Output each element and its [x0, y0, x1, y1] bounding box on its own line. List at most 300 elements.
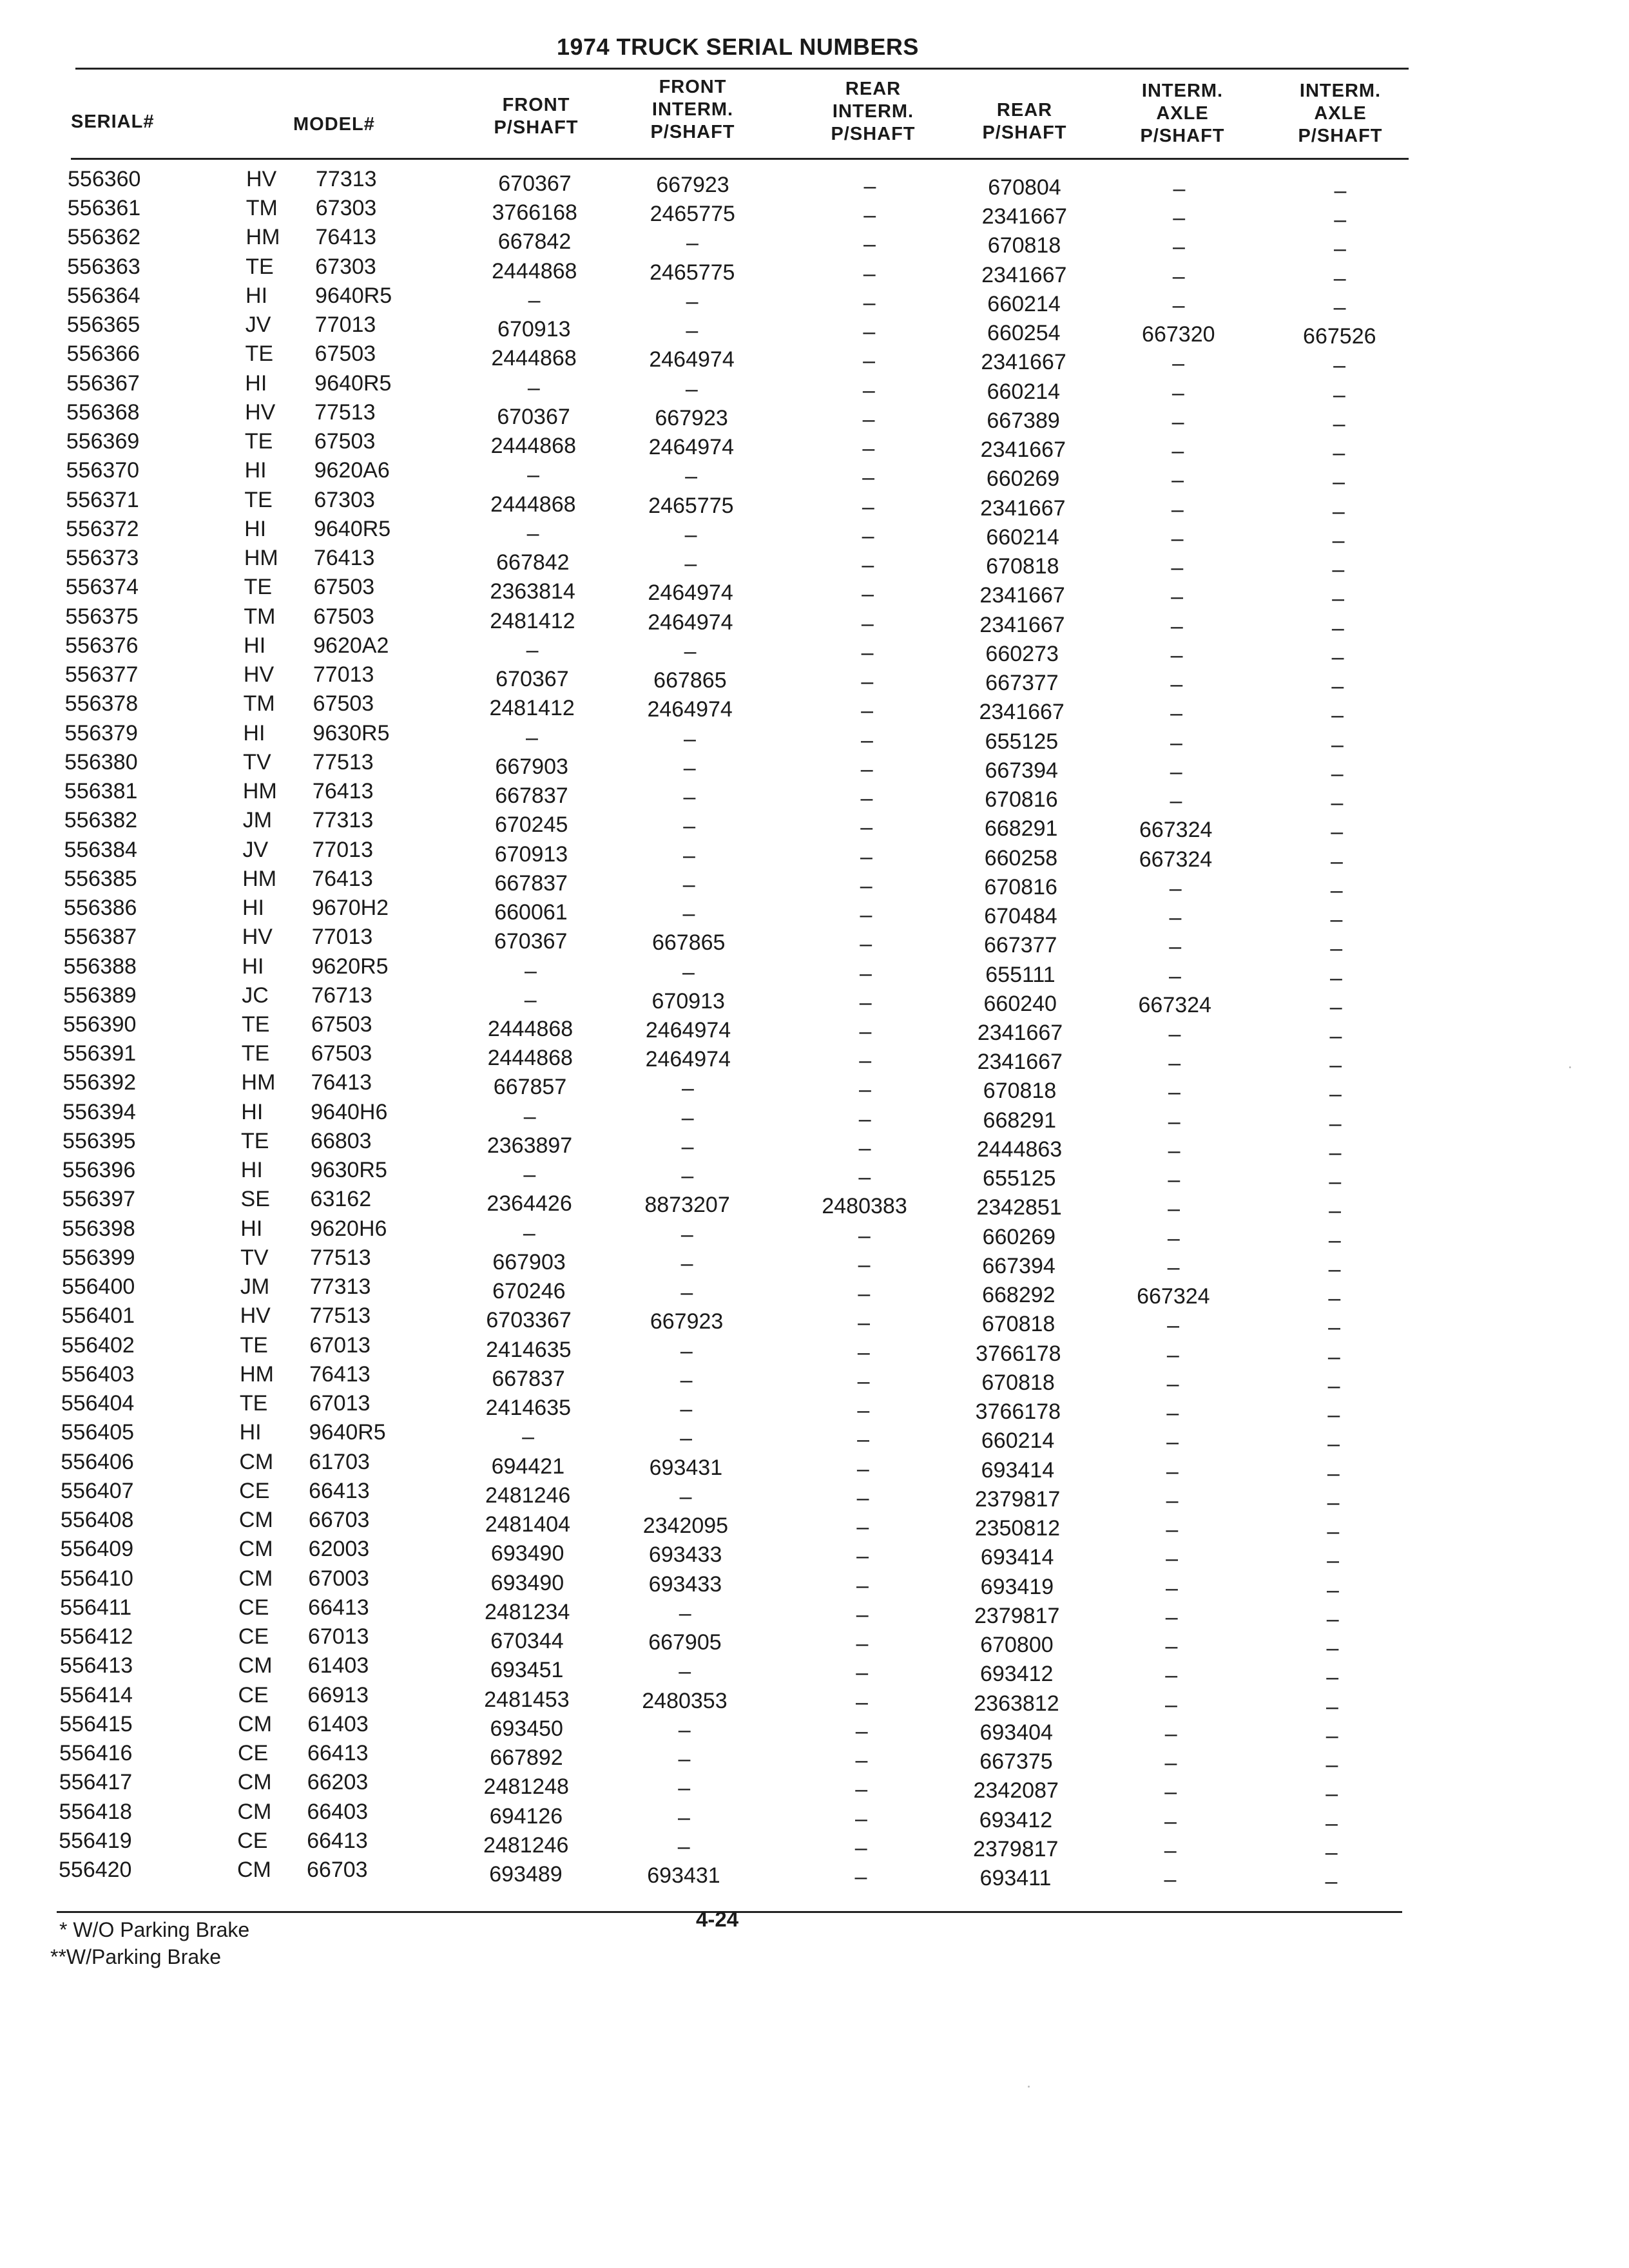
rear-pshaft-cell: 670804: [988, 175, 1061, 200]
model-prefix-cell: JM: [240, 1274, 270, 1300]
model-prefix-cell: HM: [241, 1070, 276, 1095]
table-row: [0, 778, 1626, 816]
rear-interm-pshaft-cell: –: [860, 961, 872, 986]
table-row: [0, 1419, 1623, 1457]
interm-axle-pshaft-2-cell: –: [1326, 1636, 1339, 1661]
table-row: [0, 1216, 1623, 1253]
front-pshaft-cell: 3766168: [492, 200, 577, 226]
interm-axle-pshaft-1-cell: –: [1166, 1488, 1179, 1513]
table-row: [0, 1332, 1623, 1369]
footnote-with-parking-brake: **W/Parking Brake: [50, 1945, 221, 1968]
interm-axle-pshaft-1-cell: –: [1168, 1109, 1181, 1134]
front-interm-pshaft-cell: 667923: [656, 173, 729, 197]
table-row: [0, 983, 1624, 1019]
rear-interm-pshaft-cell: –: [862, 407, 875, 432]
model-prefix-cell: TM: [246, 196, 278, 221]
serial-cell: 556416: [59, 1741, 133, 1766]
serial-cell: 556407: [61, 1478, 134, 1503]
front-pshaft-cell: 670367: [494, 929, 568, 954]
serial-cell: 556386: [63, 896, 137, 921]
interm-axle-pshaft-2-cell: –: [1333, 294, 1346, 320]
rear-interm-pshaft-cell: –: [858, 1223, 871, 1248]
model-number-cell: 66203: [307, 1770, 369, 1795]
table-row: [0, 954, 1624, 990]
model-number-cell: 66403: [307, 1799, 369, 1824]
rear-pshaft-cell: 660269: [986, 466, 1060, 492]
front-interm-pshaft-cell: 693431: [647, 1863, 720, 1888]
model-number-cell: 61403: [307, 1653, 369, 1678]
model-number-cell: 77513: [309, 1303, 371, 1329]
rear-pshaft-cell: 693412: [979, 1662, 1054, 1687]
interm-axle-pshaft-1-cell: –: [1171, 497, 1184, 522]
rear-pshaft-cell: 2341667: [979, 700, 1065, 725]
model-number-cell: 62003: [308, 1537, 370, 1562]
interm-axle-pshaft-2-cell: –: [1333, 411, 1345, 436]
interm-axle-pshaft-1-cell: –: [1165, 1604, 1178, 1629]
front-interm-pshaft-cell: 2464974: [645, 1018, 731, 1043]
table-row: [0, 254, 1628, 291]
interm-axle-pshaft-2-cell: –: [1327, 1490, 1340, 1515]
rear-pshaft-cell: 667389: [987, 408, 1060, 433]
rear-pshaft-cell: 660273: [985, 641, 1059, 666]
table-row: [0, 1653, 1621, 1690]
rear-interm-pshaft-cell: –: [855, 1689, 868, 1715]
rear-interm-pshaft-cell: –: [855, 1806, 867, 1831]
serial-cell: 556394: [63, 1099, 136, 1124]
rear-interm-pshaft-cell: –: [860, 932, 872, 957]
rear-pshaft-cell: 670818: [981, 1370, 1055, 1395]
table-row: [0, 1303, 1623, 1340]
model-number-cell: 9620R5: [311, 954, 389, 979]
table-row: [0, 1769, 1621, 1807]
serial-cell: 556396: [62, 1158, 136, 1183]
front-interm-pshaft-cell: –: [686, 289, 699, 314]
rear-interm-pshaft-cell: –: [862, 582, 874, 607]
front-pshaft-cell: –: [526, 521, 539, 546]
table-row: [0, 312, 1628, 349]
front-pshaft-cell: 2481246: [483, 1832, 569, 1858]
rear-pshaft-cell: 2379817: [974, 1603, 1060, 1628]
front-pshaft-cell: –: [523, 1162, 536, 1187]
model-prefix-cell: HI: [240, 1216, 263, 1241]
interm-axle-pshaft-2-cell: –: [1329, 1140, 1342, 1165]
rear-interm-pshaft-cell: –: [856, 1485, 869, 1510]
rear-interm-pshaft-cell: –: [862, 553, 874, 578]
model-number-cell: 77513: [314, 399, 376, 425]
table-row: [0, 1128, 1624, 1165]
front-pshaft-cell: 670367: [496, 667, 569, 692]
model-prefix-cell: TE: [245, 341, 274, 367]
front-interm-pshaft-cell: –: [679, 1659, 691, 1684]
interm-axle-pshaft-1-cell: 667320: [1142, 322, 1215, 347]
interm-axle-pshaft-1-cell: –: [1171, 439, 1184, 464]
serial-cell: 556402: [61, 1332, 135, 1358]
rear-pshaft-cell: 670818: [987, 233, 1061, 258]
front-interm-pshaft-cell: 2464974: [645, 1047, 731, 1072]
interm-axle-pshaft-2-cell: –: [1333, 382, 1345, 407]
serial-cell: 556401: [61, 1303, 135, 1329]
rear-interm-pshaft-cell: –: [863, 203, 876, 228]
interm-axle-pshaft-2-cell: –: [1328, 1227, 1341, 1253]
model-prefix-cell: CM: [238, 1653, 273, 1678]
model-number-cell: 77313: [312, 808, 374, 833]
front-interm-pshaft-cell: –: [678, 1717, 691, 1742]
front-interm-pshaft-cell: –: [677, 1834, 690, 1859]
front-pshaft-cell: 667892: [490, 1745, 563, 1771]
serial-cell: 556410: [60, 1566, 133, 1591]
rear-interm-pshaft-cell: –: [863, 320, 876, 345]
rear-pshaft-cell: 3766178: [975, 1399, 1061, 1425]
front-interm-pshaft-cell: 2464974: [648, 435, 735, 460]
front-pshaft-cell: 694126: [489, 1803, 563, 1829]
rear-pshaft-cell: 668291: [984, 816, 1058, 841]
interm-axle-pshaft-2-cell: –: [1334, 207, 1347, 233]
serial-cell: 556365: [66, 312, 140, 338]
rear-interm-pshaft-cell: –: [858, 1282, 871, 1307]
rear-interm-pshaft-cell: –: [860, 756, 873, 782]
rear-interm-pshaft-cell: –: [858, 1135, 871, 1160]
interm-axle-pshaft-2-cell: –: [1329, 1111, 1342, 1136]
interm-axle-pshaft-2-cell: –: [1332, 499, 1345, 524]
model-number-cell: 67503: [314, 341, 376, 367]
rear-pshaft-cell: 667394: [982, 1253, 1055, 1278]
front-interm-pshaft-cell: –: [680, 1251, 693, 1276]
front-interm-pshaft-cell: –: [685, 376, 698, 401]
rear-interm-pshaft-cell: –: [859, 1048, 872, 1073]
model-prefix-cell: CM: [238, 1711, 273, 1736]
rear-interm-pshaft-cell: –: [859, 990, 872, 1015]
model-number-cell: 9640R5: [315, 283, 392, 308]
interm-axle-pshaft-1-cell: –: [1166, 1430, 1179, 1455]
front-interm-pshaft-cell: –: [683, 755, 696, 780]
table-row: [0, 1390, 1623, 1428]
interm-axle-pshaft-2-cell: –: [1329, 1053, 1342, 1078]
table-row: [0, 1595, 1621, 1631]
front-interm-pshaft-cell: –: [680, 1338, 693, 1363]
model-prefix-cell: CE: [238, 1624, 269, 1649]
rear-interm-pshaft-cell: –: [860, 873, 872, 898]
front-pshaft-cell: –: [525, 725, 538, 750]
front-pshaft-cell: 6703367: [486, 1308, 572, 1333]
rear-interm-pshaft-cell: –: [862, 378, 875, 403]
top-rule: [75, 68, 1409, 70]
interm-axle-pshaft-2-cell: –: [1332, 586, 1345, 611]
table-row: [0, 166, 1629, 203]
interm-axle-pshaft-2-cell: –: [1330, 878, 1343, 903]
interm-axle-pshaft-1-cell: –: [1168, 1022, 1181, 1046]
model-number-cell: 66803: [311, 1128, 372, 1153]
rear-interm-pshaft-cell: –: [856, 1456, 869, 1481]
interm-axle-pshaft-1-cell: 667324: [1138, 992, 1211, 1017]
front-interm-pshaft-cell: –: [684, 552, 697, 577]
table-row: [0, 487, 1627, 524]
interm-axle-pshaft-1-cell: –: [1170, 642, 1183, 668]
front-pshaft-cell: –: [527, 463, 540, 488]
rear-pshaft-cell: 2341667: [981, 350, 1066, 375]
interm-axle-pshaft-1-cell: –: [1169, 963, 1181, 988]
model-number-cell: 76413: [309, 1361, 371, 1387]
interm-axle-pshaft-1-cell: –: [1170, 701, 1183, 726]
interm-axle-pshaft-2-cell: –: [1326, 1606, 1339, 1631]
rear-interm-pshaft-cell: –: [862, 436, 875, 461]
interm-axle-pshaft-2-cell: –: [1331, 644, 1344, 669]
model-number-cell: 61403: [307, 1711, 369, 1736]
interm-axle-pshaft-2-cell: –: [1334, 178, 1347, 203]
model-number-cell: 77313: [309, 1274, 371, 1300]
model-number-cell: 67503: [314, 429, 376, 454]
table-row: [0, 516, 1627, 553]
interm-axle-pshaft-2-cell: –: [1329, 1198, 1342, 1224]
rear-pshaft-cell: 660214: [981, 1428, 1055, 1454]
front-pshaft-cell: 670344: [490, 1629, 564, 1654]
model-number-cell: 66413: [307, 1828, 368, 1853]
header-rear-pshaft: REAR P/SHAFT: [982, 100, 1067, 143]
interm-axle-pshaft-1-cell: –: [1167, 1254, 1180, 1280]
model-prefix-cell: CE: [238, 1682, 269, 1707]
rear-interm-pshaft-cell: –: [863, 174, 876, 198]
model-number-cell: 67503: [313, 604, 374, 629]
front-interm-pshaft-cell: –: [680, 1397, 693, 1422]
model-prefix-cell: HI: [239, 1420, 262, 1445]
table-row: [0, 924, 1625, 961]
serial-cell: 556391: [63, 1041, 137, 1066]
serial-cell: 556382: [64, 808, 138, 833]
front-interm-pshaft-cell: 667865: [651, 930, 726, 956]
interm-axle-pshaft-2-cell: 667526: [1303, 324, 1376, 349]
serial-cell: 556399: [62, 1245, 135, 1270]
table-row: [0, 604, 1626, 640]
interm-axle-pshaft-2-cell: –: [1325, 1723, 1338, 1748]
serial-cell: 556371: [66, 487, 139, 512]
serial-cell: 556395: [63, 1128, 136, 1153]
model-number-cell: 76413: [313, 546, 375, 571]
model-prefix-cell: TE: [246, 254, 274, 279]
interm-axle-pshaft-1-cell: –: [1172, 293, 1185, 318]
header-interm-axle-pshaft-1: INTERM. AXLE P/SHAFT: [1140, 81, 1225, 146]
model-number-cell: 9630R5: [310, 1158, 387, 1183]
interm-axle-pshaft-1-cell: –: [1164, 1721, 1177, 1746]
front-interm-pshaft-cell: –: [679, 1600, 691, 1626]
model-number-cell: 67303: [314, 487, 375, 512]
interm-axle-pshaft-1-cell: –: [1168, 1051, 1181, 1076]
table-row: [0, 1624, 1621, 1661]
rear-interm-pshaft-cell: –: [854, 1835, 867, 1860]
table-row: [0, 1012, 1624, 1048]
front-pshaft-cell: 2444868: [487, 1017, 574, 1041]
interm-axle-pshaft-1-cell: –: [1164, 1838, 1177, 1863]
model-number-cell: 77013: [311, 925, 373, 950]
table-row: [0, 399, 1628, 436]
interm-axle-pshaft-2-cell: –: [1333, 470, 1345, 495]
table-row: [0, 1245, 1623, 1282]
model-prefix-cell: CE: [239, 1478, 270, 1503]
serial-cell: 556377: [64, 662, 139, 687]
model-prefix-cell: CE: [238, 1595, 269, 1620]
model-number-cell: 9640R5: [309, 1420, 386, 1445]
serial-cell: 556405: [61, 1420, 135, 1445]
model-prefix-cell: HI: [240, 1158, 263, 1183]
table-row: [0, 1536, 1622, 1573]
interm-axle-pshaft-2-cell: –: [1332, 557, 1345, 582]
front-interm-pshaft-cell: 2464974: [648, 581, 733, 606]
model-number-cell: 9640H6: [311, 1099, 388, 1124]
rear-pshaft-cell: 667377: [985, 671, 1059, 696]
serial-cell: 556364: [67, 283, 140, 308]
rear-pshaft-cell: 2341667: [979, 583, 1065, 608]
table-row: [0, 662, 1626, 699]
model-number-cell: 66703: [307, 1858, 368, 1882]
interm-axle-pshaft-1-cell: –: [1168, 1196, 1181, 1222]
rear-pshaft-cell: 2341667: [980, 495, 1066, 521]
page-title: 1974 TRUCK SERIAL NUMBERS: [557, 34, 919, 60]
rear-interm-pshaft-cell: –: [858, 1252, 871, 1277]
serial-cell: 556390: [63, 1012, 137, 1037]
rear-interm-pshaft-cell: –: [863, 232, 876, 257]
rear-interm-pshaft-cell: –: [861, 611, 874, 636]
table-row: [0, 1361, 1623, 1398]
footnote-without-parking-brake: * W/O Parking Brake: [59, 1918, 250, 1941]
model-prefix-cell: TV: [243, 749, 271, 774]
front-interm-pshaft-cell: 670913: [651, 988, 725, 1014]
model-prefix-cell: TE: [244, 575, 273, 600]
rear-pshaft-cell: 2341667: [981, 262, 1067, 287]
front-pshaft-cell: 2363814: [490, 579, 575, 604]
rear-interm-pshaft-cell: –: [856, 1515, 869, 1540]
model-number-cell: 67303: [315, 254, 376, 279]
table-row: [0, 341, 1628, 378]
interm-axle-pshaft-1-cell: –: [1165, 1634, 1178, 1659]
model-number-cell: 76413: [311, 1070, 372, 1095]
rear-pshaft-cell: 2341667: [977, 1021, 1063, 1045]
serial-cell: 556420: [59, 1858, 132, 1882]
rear-pshaft-cell: 693411: [979, 1866, 1052, 1890]
table-row: [0, 807, 1626, 845]
serial-cell: 556361: [67, 196, 141, 221]
interm-axle-pshaft-2-cell: –: [1333, 441, 1345, 466]
interm-axle-pshaft-1-cell: –: [1172, 351, 1185, 376]
interm-axle-pshaft-2-cell: –: [1327, 1373, 1340, 1398]
interm-axle-pshaft-2-cell: –: [1327, 1344, 1340, 1369]
model-prefix-cell: JV: [242, 837, 269, 862]
front-interm-pshaft-cell: –: [684, 639, 697, 664]
model-number-cell: 77313: [316, 167, 377, 191]
table-row: [0, 1711, 1621, 1748]
rear-interm-pshaft-cell: –: [857, 1340, 870, 1365]
front-pshaft-cell: –: [528, 287, 541, 312]
rear-pshaft-cell: 2341667: [979, 612, 1065, 637]
rear-pshaft-cell: 655111: [985, 962, 1055, 987]
serial-cell: 556397: [62, 1187, 136, 1212]
interm-axle-pshaft-2-cell: –: [1330, 849, 1343, 874]
front-pshaft-cell: 693490: [490, 1541, 564, 1566]
rear-pshaft-cell: 2379817: [973, 1836, 1059, 1861]
rear-interm-pshaft-cell: –: [855, 1718, 868, 1744]
rear-interm-pshaft-cell: –: [862, 494, 874, 519]
front-pshaft-cell: 667903: [492, 1249, 566, 1274]
front-pshaft-cell: 670367: [497, 404, 570, 429]
front-pshaft-cell: 670913: [497, 317, 571, 342]
front-interm-pshaft-cell: –: [684, 522, 697, 547]
rear-pshaft-cell: 670800: [980, 1633, 1054, 1658]
interm-axle-pshaft-1-cell: –: [1167, 1313, 1180, 1338]
model-prefix-cell: TE: [244, 487, 273, 512]
table-row: [0, 837, 1625, 874]
front-interm-pshaft-cell: –: [683, 726, 696, 751]
serial-cell: 556417: [59, 1770, 133, 1795]
model-number-cell: 67013: [309, 1332, 371, 1358]
model-number-cell: 77513: [313, 749, 374, 774]
serial-cell: 556412: [59, 1624, 133, 1649]
model-prefix-cell: CM: [237, 1799, 272, 1824]
model-prefix-cell: HM: [244, 546, 278, 571]
front-interm-pshaft-cell: –: [680, 1426, 693, 1451]
model-number-cell: 67303: [315, 196, 377, 221]
serial-cell: 556411: [60, 1595, 132, 1620]
rear-pshaft-cell: 2341667: [980, 437, 1066, 463]
rear-pshaft-cell: 693419: [980, 1574, 1054, 1599]
rear-pshaft-cell: 693412: [979, 1807, 1053, 1832]
rear-pshaft-cell: 660214: [987, 291, 1061, 316]
model-number-cell: 67003: [308, 1566, 369, 1591]
model-number-cell: 9630R5: [313, 720, 390, 745]
model-prefix-cell: HI: [244, 458, 267, 483]
interm-axle-pshaft-1-cell: –: [1168, 1080, 1181, 1105]
front-pshaft-cell: –: [526, 637, 539, 662]
header-front-pshaft: FRONT P/SHAFT: [494, 95, 579, 138]
model-number-cell: 67503: [313, 575, 375, 600]
model-prefix-cell: TE: [241, 1041, 270, 1066]
serial-cell: 556375: [65, 604, 139, 629]
rear-interm-pshaft-cell: –: [860, 815, 873, 840]
front-pshaft-cell: 2481234: [484, 1599, 570, 1624]
table-row: [0, 633, 1626, 669]
serial-cell: 556368: [66, 399, 140, 425]
model-prefix-cell: CE: [237, 1828, 268, 1853]
front-pshaft-cell: 694421: [491, 1454, 565, 1479]
table-row: [0, 691, 1626, 728]
table-row: [0, 1274, 1623, 1311]
interm-axle-pshaft-2-cell: –: [1325, 1694, 1338, 1719]
interm-axle-pshaft-2-cell: –: [1331, 732, 1344, 757]
serial-cell: 556366: [66, 341, 140, 367]
interm-axle-pshaft-2-cell: –: [1331, 703, 1344, 728]
scan-speck: [1028, 2086, 1030, 2088]
table-row: [0, 749, 1626, 786]
rear-pshaft-cell: 655125: [985, 729, 1059, 754]
front-pshaft-cell: 693489: [489, 1862, 563, 1887]
model-number-cell: 66413: [307, 1741, 369, 1766]
interm-axle-pshaft-1-cell: 667324: [1137, 1284, 1210, 1309]
interm-axle-pshaft-1-cell: –: [1164, 1867, 1177, 1892]
rear-pshaft-cell: 667377: [983, 933, 1057, 958]
interm-axle-pshaft-1-cell: –: [1170, 730, 1182, 755]
front-pshaft-cell: –: [523, 1104, 536, 1129]
model-prefix-cell: HV: [243, 662, 275, 687]
serial-cell: 556372: [66, 516, 139, 541]
model-prefix-cell: HI: [244, 633, 266, 658]
model-number-cell: 76713: [311, 983, 372, 1008]
rear-pshaft-cell: 2363812: [974, 1691, 1059, 1716]
header-rear-interm-pshaft: REAR INTERM. P/SHAFT: [831, 79, 916, 144]
table-row: [0, 1099, 1624, 1136]
rear-pshaft-cell: 667375: [979, 1749, 1053, 1774]
table-row: [0, 1799, 1620, 1836]
table-row: [0, 1478, 1622, 1515]
model-number-cell: 9670H2: [311, 896, 389, 921]
model-number-cell: 67503: [311, 1041, 372, 1066]
table-row: [0, 1566, 1621, 1602]
serial-cell: 556374: [65, 575, 139, 600]
